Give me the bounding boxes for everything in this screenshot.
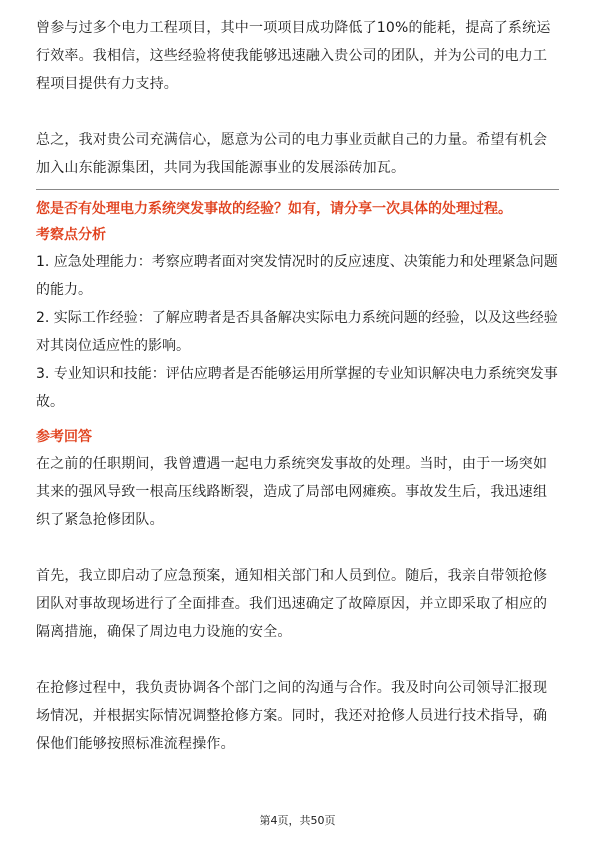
page-number: 第4页，共50页: [259, 814, 336, 827]
answer-paragraph: 在之前的任职期间，我曾遭遇一起电力系统突发事故的处理。当时，由于一场突如其来的强风导致一根高压线路断裂，造成了局部电网瘫痪。事故发生后，我迅速组织了紧急抢修团队。: [36, 456, 548, 528]
intro-paragraph: 总之，我对贵公司充满信心，愿意为公司的电力事业贡献自己的力量。希望有机会加入山东能源集团，共同为我国能源事业的发展添砖加瓦。: [36, 132, 548, 176]
answer-paragraph: 首先，我立即启动了应急预案，通知相关部门和人员到位。随后，我亲自带领抢修团队对事故现场进行了全面排查。我们迅速确定了故障原因，并立即采取了相应的隔离措施，确保了周边电力设施的安全。: [36, 568, 548, 640]
section-divider: [36, 189, 559, 190]
analysis-item: 2. 实际工作经验：了解应聘者是否具备解决实际电力系统问题的经验，以及这些经验对其岗位适应性的影响。: [36, 310, 558, 354]
analysis-heading: 考察点分析: [36, 227, 106, 243]
answer-paragraph: 在抢修过程中，我负责协调各个部门之间的沟通与合作。我及时向公司领导汇报现场情况，并根据实际情况调整抢修方案。同时，我还对抢修人员进行技术指导，确保他们能够按照标准流程操作。: [36, 680, 548, 752]
analysis-item: 1. 应急处理能力：考察应聘者面对突发情况时的反应速度、决策能力和处理紧急问题的能力。: [36, 254, 558, 298]
answer-heading: 参考回答: [36, 429, 92, 445]
intro-paragraph: 曾参与过多个电力工程项目，其中一项项目成功降低了10%的能耗，提高了系统运行效率。我相信，这些经验将使我能够迅速融入贵公司的团队，并为公司的电力工程项目提供有力支持。: [36, 20, 551, 92]
analysis-item: 3. 专业知识和技能：评估应聘者是否能够运用所掌握的专业知识解决电力系统突发事故。: [36, 366, 558, 410]
question-title: 您是否有处理电力系统突发事故的经验？如有，请分享一次具体的处理过程。: [36, 201, 512, 217]
document-page: [36, 14, 559, 758]
